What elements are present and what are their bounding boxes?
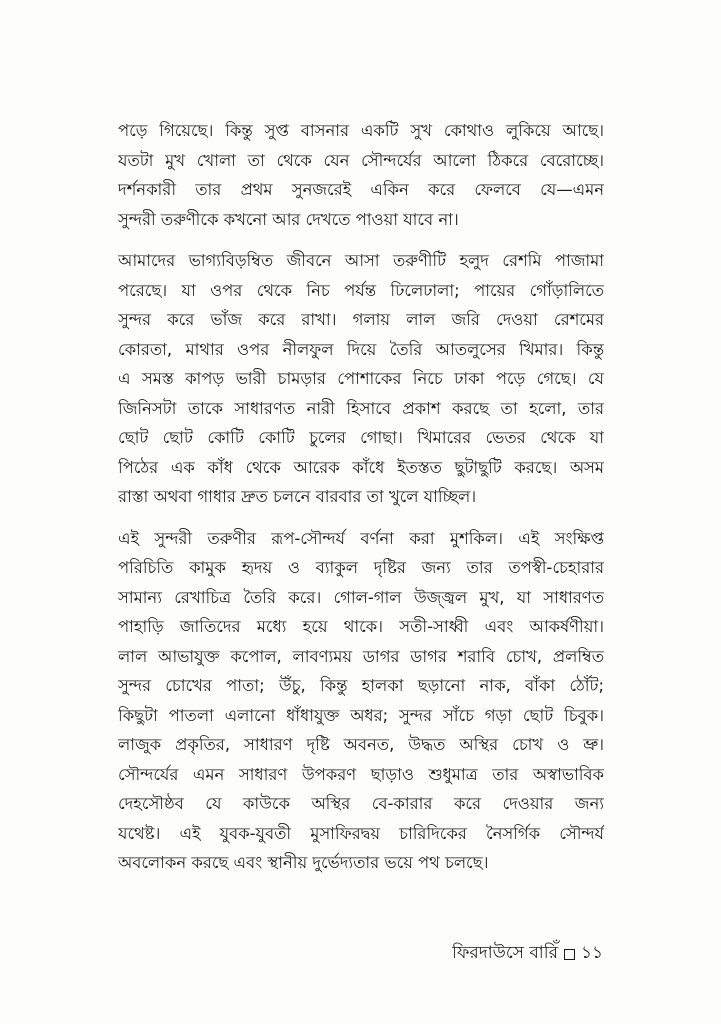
text-line: পরেছে। যা ওপর থেকে নিচ পর্যন্ত ঢিলেঢালা; পায়ের গোঁড়ালিতে — [118, 280, 604, 300]
body-text — [118, 116, 604, 890]
text-line: সুন্দর করে ভাঁজ করে রাখা। গলায় লাল জরি দেওয়া রেশমের — [118, 310, 604, 329]
text-line: পরিচিতি কামুক হৃদয় ও ব্যাকুল দৃষ্টির জন্য তার তপস্বী-চেহারার — [118, 558, 604, 577]
page-footer — [452, 940, 603, 968]
text-line: লাজুক প্রকৃতির, সাধারণ দৃষ্টি অবনত, উদ্ধত অস্থির চোখ ও ভ্রু। — [118, 735, 604, 754]
text-line: সামান্য রেখাচিত্র তৈরি করে। গোল-গাল উজ্জ্বল মুখ, যা সাধারণত — [118, 587, 604, 607]
book-title: ফিরদাউসে বারিঁ — [452, 943, 558, 963]
page-number: ১১ — [580, 943, 603, 963]
text-line: এই সুন্দরী তরুণীর রূপ-সৌন্দর্য বর্ণনা করা মুশকিল। এই সংক্ষিপ্ত — [118, 528, 604, 548]
text-line: কোরতা, মাথার ওপর নীলফুল দিয়ে তৈরি আতলুসের খিমার। কিন্তু — [118, 339, 604, 359]
text-line: কিছুটা পাতলা এলানো ধাঁধাযুক্ত অধর; সুন্দর সাঁচে গড়া ছোট চিবুক। — [118, 705, 604, 725]
text-line: রাস্তা অথবা গাধার দ্রুত চলনে বারবার তা খুলে যাচ্ছিল। — [118, 487, 477, 506]
text-line: আমাদের ভাগ্যবিড়ম্বিত জীবনে আসা তরুণীটি হলুদ রেশমি পাজামা — [118, 251, 604, 270]
text-line: সৌন্দর্যের এমন সাধারণ উপকরণ ছাড়াও শুধুমাত্র তার অস্বাভাবিক — [118, 764, 604, 784]
text-line: পাহাড়ি জাতিদের মধ্যে হয়ে থাকে। সতী-সাধ্বী এবং আকর্ষণীয়া। — [118, 617, 604, 636]
text-line: এ সমস্ত কাপড় ভারী চামড়ার পোশাকের নিচে ঢাকা পড়ে গেছে। যে — [118, 369, 604, 388]
text-line: দেহসৌষ্ঠব যে কাউকে অস্থির বে-কারার করে দেওয়ার জন্য — [118, 794, 604, 813]
text-line: পিঠের এক কাঁধ থেকে আরেক কাঁধে ইতস্তত ছুটাছুটি করছে। অসম — [118, 457, 604, 477]
text-line: ছোট ছোট কোটি কোটি চুলের গোছা। খিমারের ভেতর থেকে যা — [118, 428, 604, 447]
text-line: যথেষ্ট। এই যুবক-যুবতী মুসাফিরদ্বয় চারিদিকের নৈসর্গিক সৌন্দর্য — [118, 823, 604, 843]
text-line: দর্শনকারী তার প্রথম সুনজরেই একিন করে ফেলবে যে—এমন — [118, 180, 604, 199]
text-line: অবলোকন করছে এবং স্থানীয় দুর্ভেদ্যতার ভয়ে পথ চলছে। — [118, 853, 489, 872]
text-line: যতটা মুখ খোলা তা থেকে যেন সৌন্দর্যের আলো ঠিকরে বেরোচ্ছে। — [118, 150, 604, 170]
text-line: সুন্দর চোখের পাতা; উঁচু, কিন্তু হালকা ছড়ানো নাক, বাঁকা ঠোঁট; — [118, 676, 604, 695]
text-line: পড়ে গিয়েছে। কিন্তু সুপ্ত বাসনার একটি সুখ কোথাও লুকিয়ে আছে। — [118, 121, 604, 140]
paragraph — [118, 246, 604, 512]
text-line: জিনিসটা তাকে সাধারণত নারী হিসাবে প্রকাশ করছে তা হলো, তার — [118, 398, 604, 418]
paragraph — [118, 116, 604, 234]
text-line: সুন্দরী তরুণীকে কখনো আর দেখতে পাওয়া যাবে না। — [118, 209, 459, 229]
text-line: লাল আভাযুক্ত কপোল, লাবণ্যময় ডাগর ডাগর শরাবি চোখ, প্রলম্বিত — [118, 646, 604, 666]
square-separator-icon — [564, 949, 575, 960]
paragraph — [118, 524, 604, 878]
